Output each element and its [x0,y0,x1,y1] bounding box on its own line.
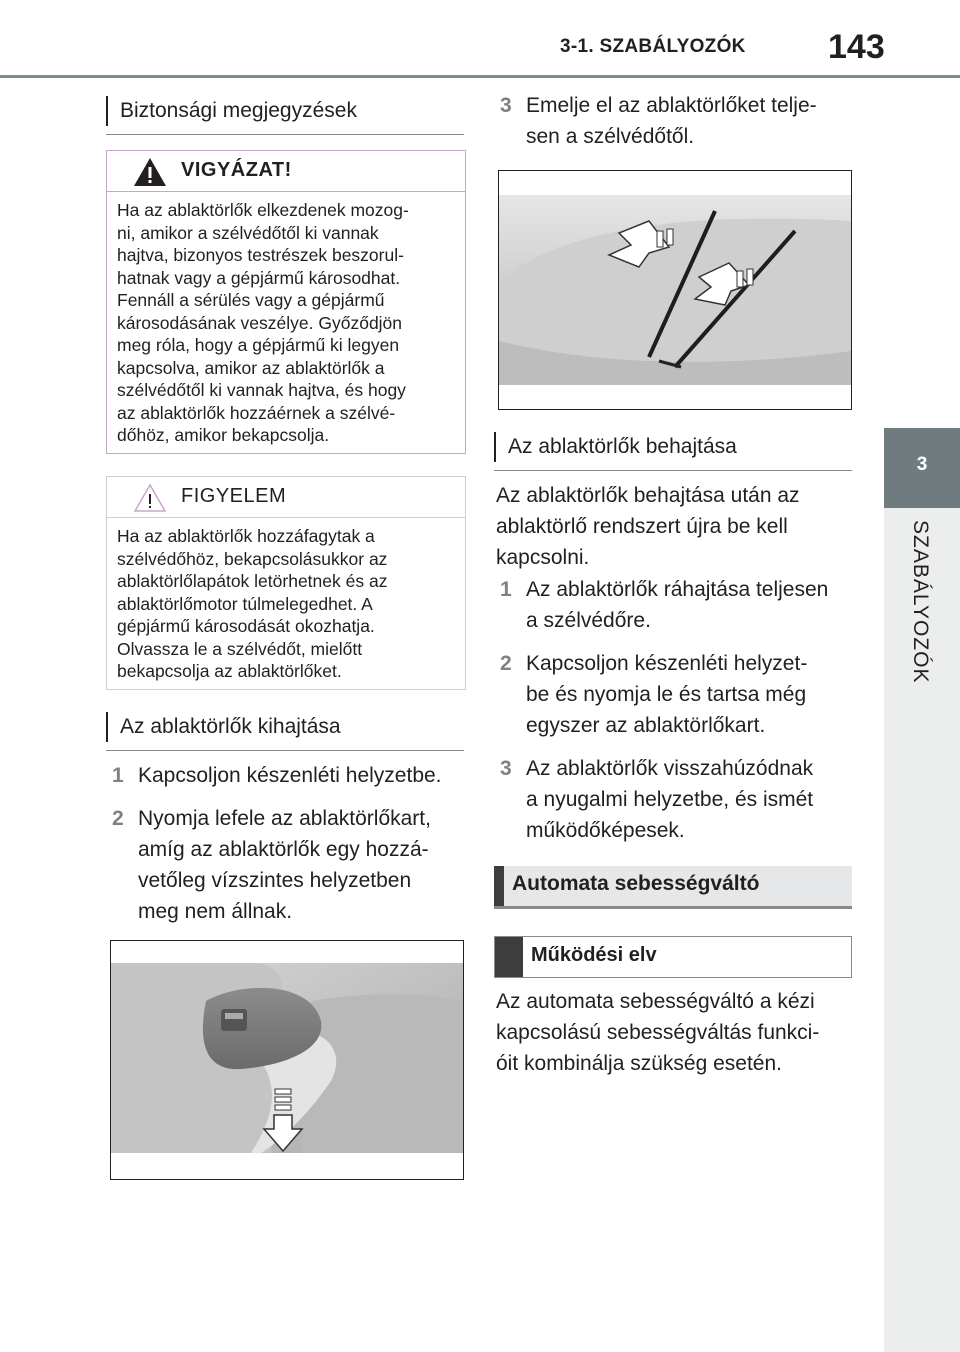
step-number: 2 [500,652,512,675]
text-line: kapcsolva, amikor az ablaktörlők a [117,357,385,378]
text-line: dőhöz, amikor bekapcsolja. [117,425,330,445]
warning-box [106,150,466,454]
principle-accent [495,937,523,977]
foldin-steps [500,574,850,842]
text-line: ablaktörlő rendszert újra be kell [496,515,788,538]
text-line: kapcsolni. [496,546,590,569]
step-text-line: a nyugalmi helyzetbe, és ismét [526,788,814,811]
step-item [500,753,850,846]
figure-wiper-lever [110,940,464,1180]
page-number: 143 [828,28,885,66]
text-line: meg róla, hogy a gépjármű ki legyen [117,335,400,355]
text-line: gépjármű károsodását okozhatja. [117,616,375,636]
step-text-line: Kapcsoljon készenléti helyzetbe. [138,764,442,787]
step-number: 3 [500,757,512,780]
running-header: 3-1. SZABÁLYOZÓK [560,36,746,57]
step3-lift-wipers [500,90,850,152]
safety-heading: Biztonsági megjegyzések [106,96,460,126]
principle-text [496,986,852,1082]
text-line: szélvédőhöz, bekapcsolásukkor az [117,548,388,569]
header-rule [0,75,960,78]
step-item [112,803,462,927]
auto-transmission-banner [494,866,852,909]
step-item [112,760,462,791]
figure-wipers-raised [498,170,852,410]
text-line: hatnak vagy a gépjármű károsodhat. [117,267,401,288]
step-text-line: Nyomja lefele az ablaktörlőkart, [138,807,431,830]
warning-triangle-icon [133,157,167,187]
text-line: Olvassza le a szélvédőt, mielőtt [117,638,363,659]
principle-heading-box [494,936,852,978]
wipers-raised-illustration [499,171,851,409]
text-line: ablaktörlőlapátok letörhetnek és az [117,571,388,591]
banner-accent [494,866,504,906]
step-text-line: Emelje el az ablaktörlőket telje- [526,94,817,117]
text-line: Ha az ablaktörlők elkezdenek mozog- [117,200,409,220]
text-line: hajtva, bizonyos testrészek beszorul- [117,245,404,265]
step-number: 2 [112,807,124,830]
text-line: bekapcsolja az ablaktörlőket. [117,661,342,681]
step-item [500,574,850,636]
step-number: 3 [500,94,512,117]
caution-triangle-icon [133,483,167,513]
step-text-line: amíg az ablaktörlők egy hozzá- [138,838,429,861]
notice-title-row [107,477,465,518]
step-text-line: Az ablaktörlők visszahúzódnak [526,757,814,780]
text-line: óit kombinálja szükség esetén. [496,1052,782,1075]
text-line: károsodásának veszélye. Győződjön [117,312,403,333]
text-line: ni, amikor a szélvédőtől ki vannak [117,222,379,243]
foldin-intro [496,480,852,576]
warning-title-row [107,151,465,192]
foldin-heading: Az ablaktörlők behajtása [494,432,848,462]
foldout-heading: Az ablaktörlők kihajtása [106,712,460,742]
notice-box [106,476,466,690]
step-text-line: Kapcsoljon készenléti helyzet- [526,652,808,675]
step-text-line: meg nem állnak. [138,900,293,923]
step-text-line: be és nyomja le és tartsa még [526,683,807,706]
text-line: ablaktörlőmotor túlmelegedhet. A [117,593,373,614]
foldout-steps [112,760,462,923]
step-number: 1 [500,578,512,601]
notice-text [117,525,455,683]
foldout-heading-rule [106,750,464,751]
step-text-line: egyszer az ablaktörlőkart. [526,714,766,737]
warning-title: VIGYÁZAT! [181,159,292,181]
chapter-title-vertical: SZABÁLYOZÓK [909,520,932,684]
step-item [500,648,850,741]
step-text-line: működőképesek. [526,819,685,842]
step-text-line: sen a szélvédőtől. [526,125,695,148]
foldin-heading-rule [494,470,852,471]
wiper-lever-illustration [111,941,463,1179]
chapter-number: 3 [916,454,928,475]
step-number: 1 [112,764,124,787]
warning-text [117,199,455,447]
text-line: az ablaktörlők hozzáérnek a szélvé- [117,402,396,423]
step-text-line: Az ablaktörlők ráhajtása teljesen [526,578,829,601]
text-line: Fennáll a sérülés vagy a gépjármű [117,290,385,310]
text-line: Ha az ablaktörlők hozzáfagytak a [117,526,375,546]
text-line: kapcsolású sebességváltás funkci- [496,1021,820,1044]
text-line: Az automata sebességváltó a kézi [496,990,815,1013]
principle-heading: Működési elv [531,944,657,966]
step-text-line: a szélvédőre. [526,609,651,632]
step-text-line: vetőleg vízszintes helyzetben [138,869,412,892]
safety-heading-rule [106,134,464,135]
text-line: szélvédőtől ki vannak hajtva, és hogy [117,380,406,400]
notice-title: FIGYELEM [181,485,287,507]
auto-transmission-heading: Automata sebességváltó [512,872,760,895]
text-line: Az ablaktörlők behajtása után az [496,484,800,507]
